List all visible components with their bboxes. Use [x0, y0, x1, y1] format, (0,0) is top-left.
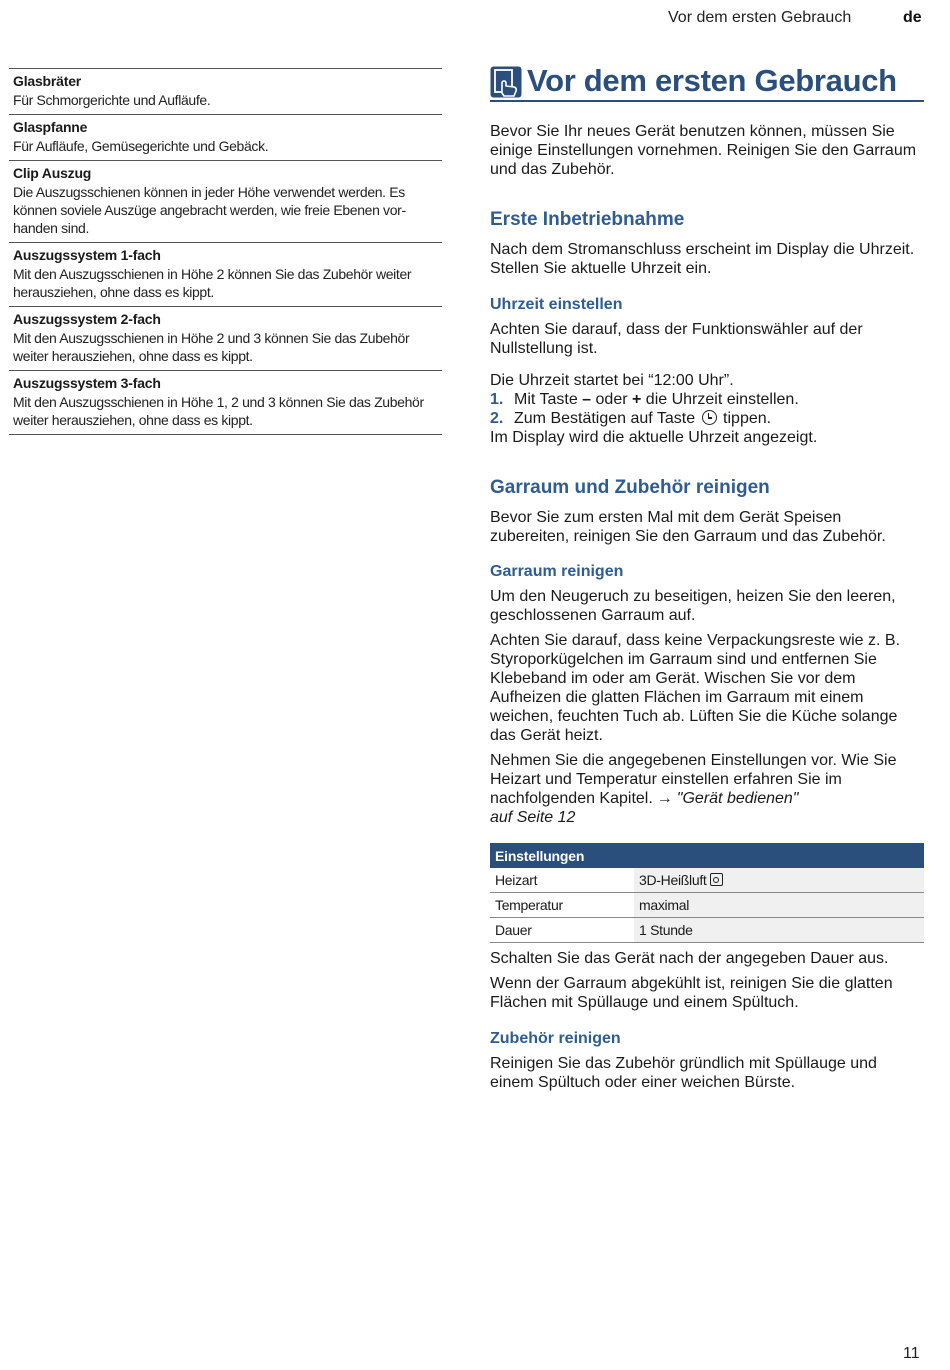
manual-hand-icon — [490, 66, 522, 98]
main-section — [490, 62, 924, 1092]
list-item — [9, 69, 442, 115]
page-title: Vor dem ersten Gebrauch — [527, 63, 897, 98]
accessory-cleaning-text: Reinigen Sie das Zubehör gründlich mit Spüllauge und einem Spültuch oder einer weichen Bürste. — [490, 1055, 877, 1091]
section-heading-first-use: Erste Inbetriebnahme — [490, 209, 685, 230]
table-cell-label: Heizart — [490, 868, 634, 893]
after-paragraph-1: Schalten Sie das Gerät nach der angegeben Dauer aus. — [490, 950, 889, 967]
accessory-title: Auszugssystem 2-fach — [13, 311, 161, 327]
cross-reference-link[interactable]: "Gerät bedienen" — [676, 790, 799, 807]
clock-result: Im Display wird die aktuelle Uhrzeit angezeigt. — [490, 429, 818, 446]
first-use-text: Nach dem Stromanschluss erscheint im Display die Uhrzeit. Stellen Sie aktuelle Uhrzeit ein. — [490, 241, 915, 277]
accessory-description: Für Aufläufe, Gemüsegerichte und Gebäck. — [13, 138, 269, 154]
list-item — [9, 243, 442, 307]
table-cell-value: 3D-Heißluft — [634, 868, 924, 893]
accessories-list — [9, 68, 442, 435]
step-item — [490, 409, 924, 428]
settings-table — [490, 843, 924, 943]
cross-reference-page[interactable]: auf Seite 12 — [490, 809, 576, 826]
subheading-set-clock: Uhrzeit einstellen — [490, 296, 623, 313]
accessory-title: Auszugssystem 3-fach — [13, 375, 161, 391]
oven-paragraph-1: Um den Neugeruch zu beseitigen, heizen Sie den leeren, geschlossenen Garraum auf. — [490, 588, 896, 624]
list-item — [9, 371, 442, 435]
table-cell-value: maximal — [634, 893, 924, 918]
table-header: Einstellungen — [490, 843, 924, 868]
plus-key: + — [632, 391, 642, 408]
chapter-heading — [490, 62, 924, 102]
reference-arrow-icon: → — [656, 790, 673, 807]
hot-air-icon — [710, 873, 723, 886]
cleaning-intro: Bevor Sie zum ersten Mal mit dem Gerät Speisen zubereiten, reinigen Sie den Garraum und das Zubehör. — [490, 509, 886, 545]
accessory-title: Glasbräter — [13, 73, 82, 89]
oven-paragraph-2: Achten Sie darauf, dass keine Verpackungsreste wie z. B. Styroporkügelchen im Garraum sind und entfernen Sie Klebeband im oder am Gerät. Wischen Sie vor dem Aufheizen die glatten Flächen im Garraum mit einem weichen, feuchten Tuch ab. Lüften Sie die Küche solange das Gerät heizt. — [490, 632, 901, 744]
accessory-title: Glaspfanne — [13, 119, 88, 135]
accessory-description: Die Auszugsschienen können in jeder Höhe verwendet werden. Es können soviele Auszüge angebracht werden, wie freie Ebenen vor-handen sind. — [13, 184, 406, 236]
table-row — [490, 893, 924, 918]
step-number: 2. — [490, 410, 504, 427]
step-item — [490, 390, 924, 409]
after-paragraph-2: Wenn der Garraum abgekühlt ist, reinigen Sie die glatten Flächen mit Spüllauge und einem Spültuch. — [490, 975, 893, 1011]
table-cell-label: Dauer — [490, 918, 634, 943]
language-code: de — [903, 9, 922, 26]
table-cell-label: Temperatur — [490, 893, 634, 918]
table-cell-value: 1 Stunde — [634, 918, 924, 943]
table-row — [490, 868, 924, 893]
clock-steps — [490, 390, 924, 428]
accessory-description: Für Schmorgerichte und Aufläufe. — [13, 92, 211, 108]
clock-icon — [702, 410, 717, 425]
subheading-oven-cleaning: Garraum reinigen — [490, 563, 624, 580]
accessory-description: Mit den Auszugsschienen in Höhe 2 können Sie das Zubehör weiter herausziehen, ohne dass es kippt. — [13, 266, 412, 300]
table-row — [490, 918, 924, 943]
accessory-title: Clip Auszug — [13, 165, 92, 181]
step-number: 1. — [490, 391, 504, 408]
step-text: Zum Bestätigen auf Taste tippen. — [514, 410, 772, 427]
step-text: Mit Taste – oder + die Uhrzeit einstellen. — [514, 391, 799, 408]
list-item — [9, 161, 442, 243]
oven-paragraph-3: Nehmen Sie die angegebenen Einstellungen vor. Wie Sie Heizart und Temperatur einstellen erfahren Sie im nachfolgenden Kapitel. → "Gerät bedienen" auf Seite 12 — [490, 752, 897, 826]
section-heading-cleaning: Garraum und Zubehör reinigen — [490, 477, 770, 498]
clock-start-text: Die Uhrzeit startet bei “12:00 Uhr”. — [490, 372, 734, 389]
list-item — [9, 307, 442, 371]
accessory-description: Mit den Auszugsschienen in Höhe 1, 2 und 3 können Sie das Zubehör weiter herausziehen, ohne dass es kippt. — [13, 394, 424, 428]
page-number: 11 — [903, 1345, 920, 1362]
minus-key: – — [582, 391, 592, 408]
list-item — [9, 115, 442, 161]
running-header-title: Vor dem ersten Gebrauch — [668, 9, 852, 26]
subheading-accessory-cleaning: Zubehör reinigen — [490, 1030, 621, 1047]
accessory-description: Mit den Auszugsschienen in Höhe 2 und 3 können Sie das Zubehör weiter herausziehen, ohne dass es kippt. — [13, 330, 410, 364]
intro-text: Bevor Sie Ihr neues Gerät benutzen können, müssen Sie einige Einstellungen vornehmen. Reinigen Sie den Garraum und das Zubehör. — [490, 123, 917, 178]
clock-note: Achten Sie darauf, dass der Funktionswähler auf der Nullstellung ist. — [490, 321, 863, 357]
accessory-title: Auszugssystem 1-fach — [13, 247, 161, 263]
